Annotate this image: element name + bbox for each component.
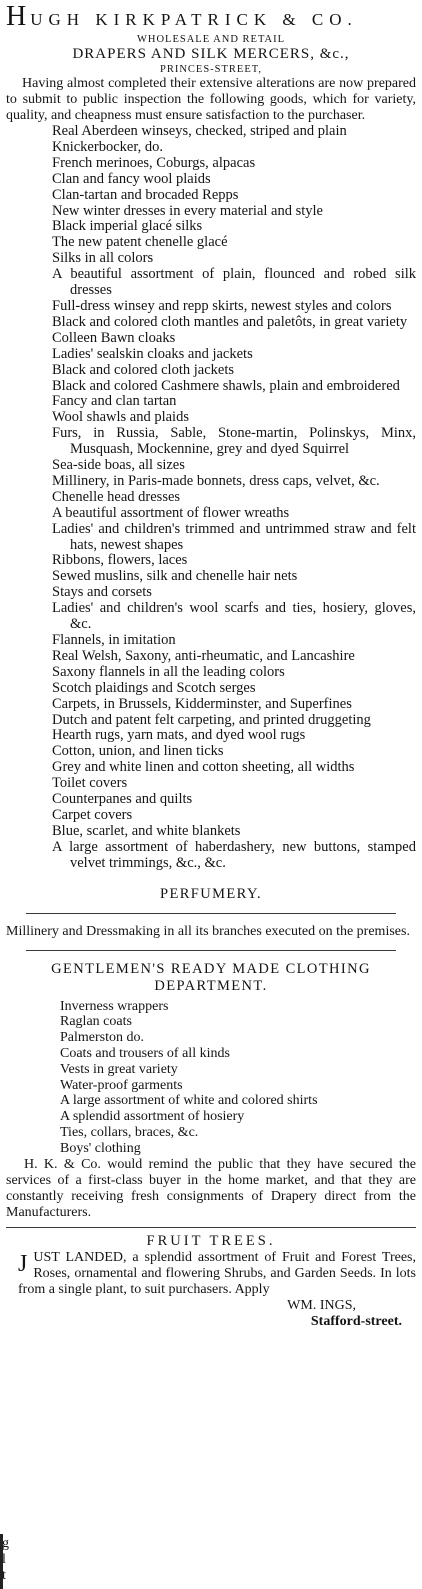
goods-item: A beautiful assortment of plain, flounced and robed silk dresses bbox=[52, 266, 416, 299]
goods-item: Black and colored cloth jackets bbox=[52, 361, 234, 378]
goods-item: Knickerbocker, do. bbox=[52, 138, 163, 155]
goods-item: Chenelle head dresses bbox=[52, 488, 181, 505]
goods-item: Hearth rugs, yarn mats, and dyed wool rugs bbox=[52, 727, 306, 744]
goods-item: Blue, scarlet, and white blankets bbox=[52, 822, 241, 839]
goods-item: Sea-side boas, all sizes bbox=[52, 457, 185, 474]
shop-name-initial: H bbox=[6, 1, 31, 32]
goods-item: Real Welsh, Saxony, anti-rheumatic, and Lancashire bbox=[52, 647, 355, 664]
goods-item: Ladies' sealskin cloaks and jackets bbox=[52, 345, 253, 362]
intro-paragraph: Having almost completed their extensive alterations are now prepared to submit to public inspection the following goods, which for variety, quality, and cheapness must ensure satisfaction to the purchaser. bbox=[6, 76, 416, 123]
goods-item: Counterpanes and quilts bbox=[52, 791, 193, 808]
fruit-text: UST LANDED, a splendid assortment of Fruit and Forest Trees, Roses, ornamental and flowering Shrubs, and Garden Seeds. In lots from a single plant, to suit purchasers. Apply bbox=[18, 1249, 416, 1297]
goods-item: Colleen Bawn cloaks bbox=[52, 329, 176, 346]
edge-fragment: l bbox=[2, 1552, 6, 1567]
goods-item: Carpets, in Brussels, Kidderminster, and Superfines bbox=[52, 695, 352, 712]
shop-name-heading bbox=[6, 1, 416, 33]
goods-item: Wool shawls and plaids bbox=[52, 409, 189, 426]
goods-list bbox=[6, 124, 416, 872]
fruit-paragraph bbox=[6, 1250, 416, 1298]
section-rule bbox=[26, 950, 396, 951]
goods-item: Grey and white linen and cotton sheeting, all widths bbox=[52, 759, 355, 776]
advertisement-column bbox=[6, 1, 416, 1330]
trade-heading: DRAPERS AND SILK MERCERS, &c., bbox=[72, 46, 350, 62]
clothing-item: Boys' clothing bbox=[60, 1140, 141, 1156]
goods-item: Black imperial glacé silks bbox=[52, 218, 203, 235]
goods-item: Full-dress winsey and repp skirts, newest styles and colors bbox=[52, 297, 392, 314]
clothing-item: Water-proof garments bbox=[60, 1077, 183, 1093]
clothing-item: Inverness wrappers bbox=[60, 998, 169, 1014]
clothing-list bbox=[6, 999, 416, 1157]
clothing-item: A splendid assortment of hosiery bbox=[60, 1109, 245, 1125]
goods-item: Flannels, in imitation bbox=[52, 632, 176, 648]
goods-item: A large assortment of haberdashery, new buttons, stamped velvet trimmings, &c., &c. bbox=[52, 838, 416, 871]
signature-address: Stafford-street. bbox=[310, 1313, 402, 1329]
goods-item: Scotch plaidings and Scotch serges bbox=[52, 679, 256, 696]
clothing-item: A large assortment of white and colored shirts bbox=[60, 1093, 318, 1109]
goods-item: Black and colored cloth mantles and paletôts, in great variety bbox=[52, 313, 408, 330]
goods-item: Black and colored Cashmere shawls, plain and embroidered bbox=[52, 377, 400, 394]
goods-item: Millinery, in Paris-made bonnets, dress caps, velvet, &c. bbox=[52, 472, 380, 489]
goods-item: Toilet covers bbox=[52, 775, 128, 792]
goods-item: Stays and corsets bbox=[52, 584, 152, 601]
clothing-item: Vests in great variety bbox=[60, 1061, 178, 1077]
goods-item: Silks in all colors bbox=[52, 250, 154, 267]
signature-name: WM. INGS, bbox=[287, 1297, 356, 1313]
goods-item: Clan-tartan and brocaded Repps bbox=[52, 186, 239, 203]
street-line: PRINCES-STREET, bbox=[159, 64, 263, 75]
fruit-dropcap: J bbox=[18, 1250, 28, 1277]
clothing-item: Raglan coats bbox=[60, 1014, 132, 1030]
goods-item: French merinoes, Coburgs, alpacas bbox=[52, 154, 256, 171]
goods-item: Carpet covers bbox=[52, 806, 133, 823]
goods-item: Cotton, union, and linen ticks bbox=[52, 743, 224, 760]
goods-item: Fancy and clan tartan bbox=[52, 393, 177, 410]
goods-item: Clan and fancy wool plaids bbox=[52, 170, 211, 187]
goods-item: Ladies' and children's wool scarfs and ties, hosiery, gloves, &c. bbox=[52, 600, 416, 633]
goods-item: Sewed muslins, silk and chenelle hair nets bbox=[52, 568, 298, 585]
fruit-trees-heading: FRUIT TREES. bbox=[146, 1232, 276, 1249]
clothing-heading-line2: DEPARTMENT. bbox=[154, 977, 268, 994]
goods-item: New winter dresses in every material and style bbox=[52, 202, 323, 219]
goods-item: Dutch and patent felt carpeting, and printed druggeting bbox=[52, 711, 371, 728]
section-rule bbox=[6, 1227, 416, 1228]
clothing-item: Ties, collars, braces, &c. bbox=[60, 1124, 199, 1140]
clothing-item: Palmerston do. bbox=[60, 1030, 144, 1046]
clothing-item: Coats and trousers of all kinds bbox=[60, 1045, 230, 1061]
goods-item: Saxony flannels in all the leading colors bbox=[52, 663, 285, 680]
millinery-paragraph: Millinery and Dressmaking in all its branches executed on the premises. bbox=[6, 923, 410, 939]
goods-item: The new patent chenelle glacé bbox=[52, 234, 228, 251]
clothing-heading-line1: GENTLEMEN'S READY MADE CLOTHING bbox=[51, 960, 371, 977]
wholesale-retail-line: WHOLESALE AND RETAIL bbox=[136, 34, 286, 45]
edge-fragment: t bbox=[2, 1568, 6, 1583]
goods-item: Furs, in Russia, Sable, Stone-martin, Polinskys, Minx, Musquash, Mockennine, grey and dyed Squirrel bbox=[52, 425, 416, 458]
goods-item: Ladies' and children's trimmed and untrimmed straw and felt hats, newest shapes bbox=[52, 520, 416, 553]
shop-name-rest: UGH KIRKPATRICK & CO. bbox=[30, 10, 358, 29]
goods-item: Real Aberdeen winseys, checked, striped and plain bbox=[52, 123, 347, 139]
goods-item: Ribbons, flowers, laces bbox=[52, 552, 188, 569]
goods-item: A beautiful assortment of flower wreaths bbox=[52, 504, 290, 521]
hk-notice-paragraph: H. K. & Co. would remind the public that they have secured the services of a first-class buyer in the home market, and that they are constantly receiving fresh consignments of Drapery direct from the Manufacturers. bbox=[6, 1156, 416, 1220]
perfumery-heading: PERFUMERY. bbox=[160, 885, 262, 902]
edge-fragment: g bbox=[2, 1536, 9, 1551]
section-rule bbox=[26, 913, 396, 914]
